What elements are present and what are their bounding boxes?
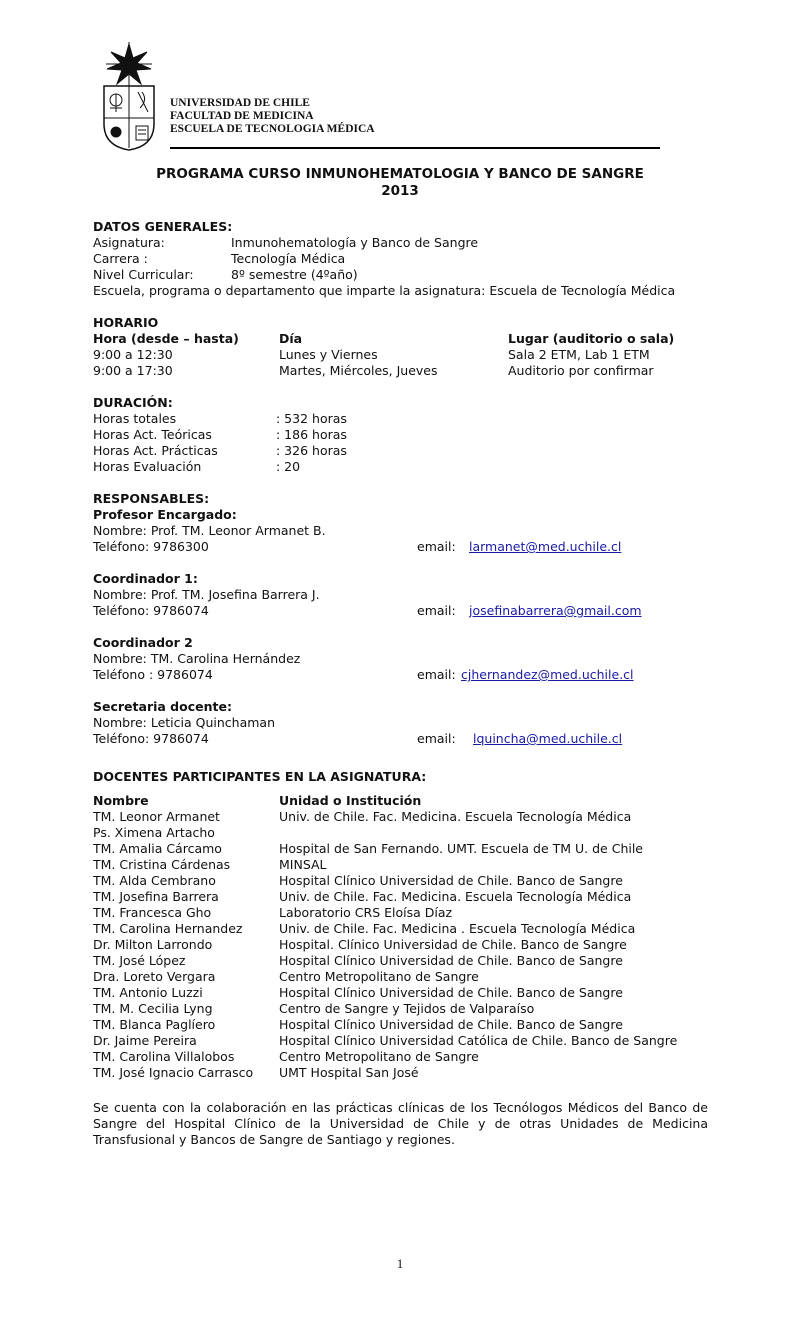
docente-unidad: Hospital Clínico Universidad de Chile. Banco de Sangre (279, 873, 623, 888)
responsable-nombre: Nombre: TM. Carolina Hernández (93, 651, 301, 666)
university-crest-logo (98, 42, 160, 152)
docente-nombre: TM. M. Cecilia Lyng (93, 1001, 213, 1016)
duracion-label: Horas Act. Prácticas (93, 443, 218, 458)
responsable-role: Secretaria docente: (93, 699, 232, 714)
page-number: 1 (396, 1256, 404, 1271)
title-year: 2013 (381, 183, 419, 199)
duracion-label: Horas Evaluación (93, 459, 202, 474)
docente-nombre: Dr. Jaime Pereira (93, 1033, 197, 1048)
institution-header (170, 97, 375, 136)
responsable-telefono: Teléfono: 9786074 (93, 731, 209, 746)
header-divider (170, 147, 660, 149)
horario-lugar: Auditorio por confirmar (508, 363, 654, 378)
docente-nombre: TM. Alda Cembrano (93, 873, 216, 888)
docente-nombre: TM. Carolina Hernandez (93, 921, 243, 936)
docente-unidad: Hospital de San Fernando. UMT. Escuela de TM U. de Chile (279, 841, 644, 856)
email-link[interactable]: josefinabarrera@gmail.com (469, 603, 642, 618)
escuela-line: Escuela, programa o departamento que imparte la asignatura: Escuela de Tecnología Médica (93, 283, 676, 298)
docente-unidad: Hospital Clínico Universidad Católica de Chile. Banco de Sangre (279, 1033, 678, 1048)
horario-dia: Martes, Miércoles, Jueves (279, 363, 438, 378)
asignatura-label: Asignatura: (93, 235, 165, 250)
email-link[interactable]: cjhernandez@med.uchile.cl (461, 667, 634, 682)
docente-unidad: Hospital Clínico Universidad de Chile. Banco de Sangre (279, 953, 623, 968)
col-nombre: Nombre (93, 793, 149, 808)
horario-dia: Lunes y Viernes (279, 347, 378, 362)
email-label: email: (417, 539, 456, 554)
email-label: email: (417, 603, 456, 618)
asignatura-value: Inmunohematología y Banco de Sangre (231, 235, 479, 250)
responsable-role: Coordinador 2 (93, 635, 193, 650)
docente-nombre: TM. José Ignacio Carrasco (93, 1065, 254, 1080)
docente-unidad: Laboratorio CRS Eloísa Díaz (279, 905, 453, 920)
duracion-value: : 186 horas (276, 427, 347, 442)
docente-nombre: TM. Cristina Cárdenas (93, 857, 231, 872)
docente-nombre: TM. Francesca Gho (93, 905, 212, 920)
document-title (0, 166, 800, 200)
col-unidad: Unidad o Institución (279, 793, 422, 808)
email-label: email: (417, 667, 456, 682)
nivel-label: Nivel Curricular: (93, 267, 194, 282)
closing-paragraph: Se cuenta con la colaboración en las prácticas clínicas de los Tecnólogos Médicos del Banco de Sangre del Hospital Clínico de la Universidad de Chile y de otras Unidades de Medicina Transfusional y Bancos de Sangre de Santiago y regiones. (93, 1100, 708, 1147)
responsable-role: Profesor Encargado: (93, 507, 237, 522)
datos-generales-heading: DATOS GENERALES: (93, 219, 233, 234)
responsables-heading: RESPONSABLES: (93, 491, 210, 506)
docente-unidad: Centro Metropolitano de Sangre (279, 1049, 479, 1064)
responsable-role: Coordinador 1: (93, 571, 198, 586)
faculty-name: FACULTAD DE MEDICINA (170, 110, 314, 122)
horario-heading: HORARIO (93, 315, 159, 330)
email-link[interactable]: larmanet@med.uchile.cl (469, 539, 622, 554)
docente-unidad: Hospital. Clínico Universidad de Chile. Banco de Sangre (279, 937, 627, 952)
university-name: UNIVERSIDAD DE CHILE (170, 97, 310, 109)
docente-unidad: Univ. de Chile. Fac. Medicina. Escuela Tecnología Médica (279, 809, 632, 824)
horario-lugar: Sala 2 ETM, Lab 1 ETM (508, 347, 650, 362)
responsable-nombre: Nombre: Leticia Quinchaman (93, 715, 276, 730)
horario-hora: 9:00 a 17:30 (93, 363, 173, 378)
email-link[interactable]: lquincha@med.uchile.cl (473, 731, 623, 746)
docente-unidad: Univ. de Chile. Fac. Medicina. Escuela Tecnología Médica (279, 889, 632, 904)
docente-unidad: Hospital Clínico Universidad de Chile. Banco de Sangre (279, 985, 623, 1000)
duracion-heading: DURACIÓN: (93, 395, 173, 410)
docentes-heading: DOCENTES PARTICIPANTES EN LA ASIGNATURA: (93, 769, 427, 784)
horario-hora: 9:00 a 12:30 (93, 347, 173, 362)
carrera-value: Tecnología Médica (231, 251, 346, 266)
docente-nombre: Dra. Loreto Vergara (93, 969, 216, 984)
duracion-label: Horas totales (93, 411, 177, 426)
docente-nombre: TM. Josefina Barrera (93, 889, 219, 904)
docente-unidad: UMT Hospital San José (279, 1065, 419, 1080)
docente-nombre: Dr. Milton Larrondo (93, 937, 213, 952)
docente-unidad: Univ. de Chile. Fac. Medicina . Escuela Tecnología Médica (279, 921, 636, 936)
docente-unidad: MINSAL (279, 857, 327, 872)
responsable-telefono: Teléfono: 9786300 (93, 539, 209, 554)
docente-nombre: TM. Carolina Villalobos (93, 1049, 235, 1064)
col-hora: Hora (desde – hasta) (93, 331, 239, 346)
col-dia: Día (279, 331, 303, 346)
email-label: email: (417, 731, 456, 746)
docente-nombre: TM. Amalia Cárcamo (93, 841, 222, 856)
responsable-nombre: Nombre: Prof. TM. Leonor Armanet B. (93, 523, 326, 538)
responsable-telefono: Teléfono: 9786074 (93, 603, 209, 618)
duracion-value: : 20 (276, 459, 301, 474)
duracion-label: Horas Act. Teóricas (93, 427, 212, 442)
title-line-1: PROGRAMA CURSO INMUNOHEMATOLOGIA Y BANCO DE SANGRE (156, 166, 644, 182)
duracion-value: : 532 horas (276, 411, 347, 426)
docente-nombre: TM. Blanca Paglíero (93, 1017, 216, 1032)
docente-unidad: Hospital Clínico Universidad de Chile. Banco de Sangre (279, 1017, 623, 1032)
docente-nombre: TM. Antonio Luzzi (93, 985, 203, 1000)
school-name: ESCUELA DE TECNOLOGIA MÉDICA (170, 123, 375, 135)
nivel-value: 8º semestre (4ºaño) (231, 267, 358, 282)
docente-nombre: TM. José López (93, 953, 186, 968)
carrera-label: Carrera : (93, 251, 148, 266)
responsable-telefono: Teléfono : 9786074 (93, 667, 213, 682)
docente-nombre: Ps. Ximena Artacho (93, 825, 215, 840)
docente-unidad: Centro de Sangre y Tejidos de Valparaíso (279, 1001, 535, 1016)
responsable-nombre: Nombre: Prof. TM. Josefina Barrera J. (93, 587, 320, 602)
col-lugar: Lugar (auditorio o sala) (508, 331, 675, 346)
docente-unidad: Centro Metropolitano de Sangre (279, 969, 479, 984)
duracion-value: : 326 horas (276, 443, 347, 458)
docente-nombre: TM. Leonor Armanet (93, 809, 220, 824)
